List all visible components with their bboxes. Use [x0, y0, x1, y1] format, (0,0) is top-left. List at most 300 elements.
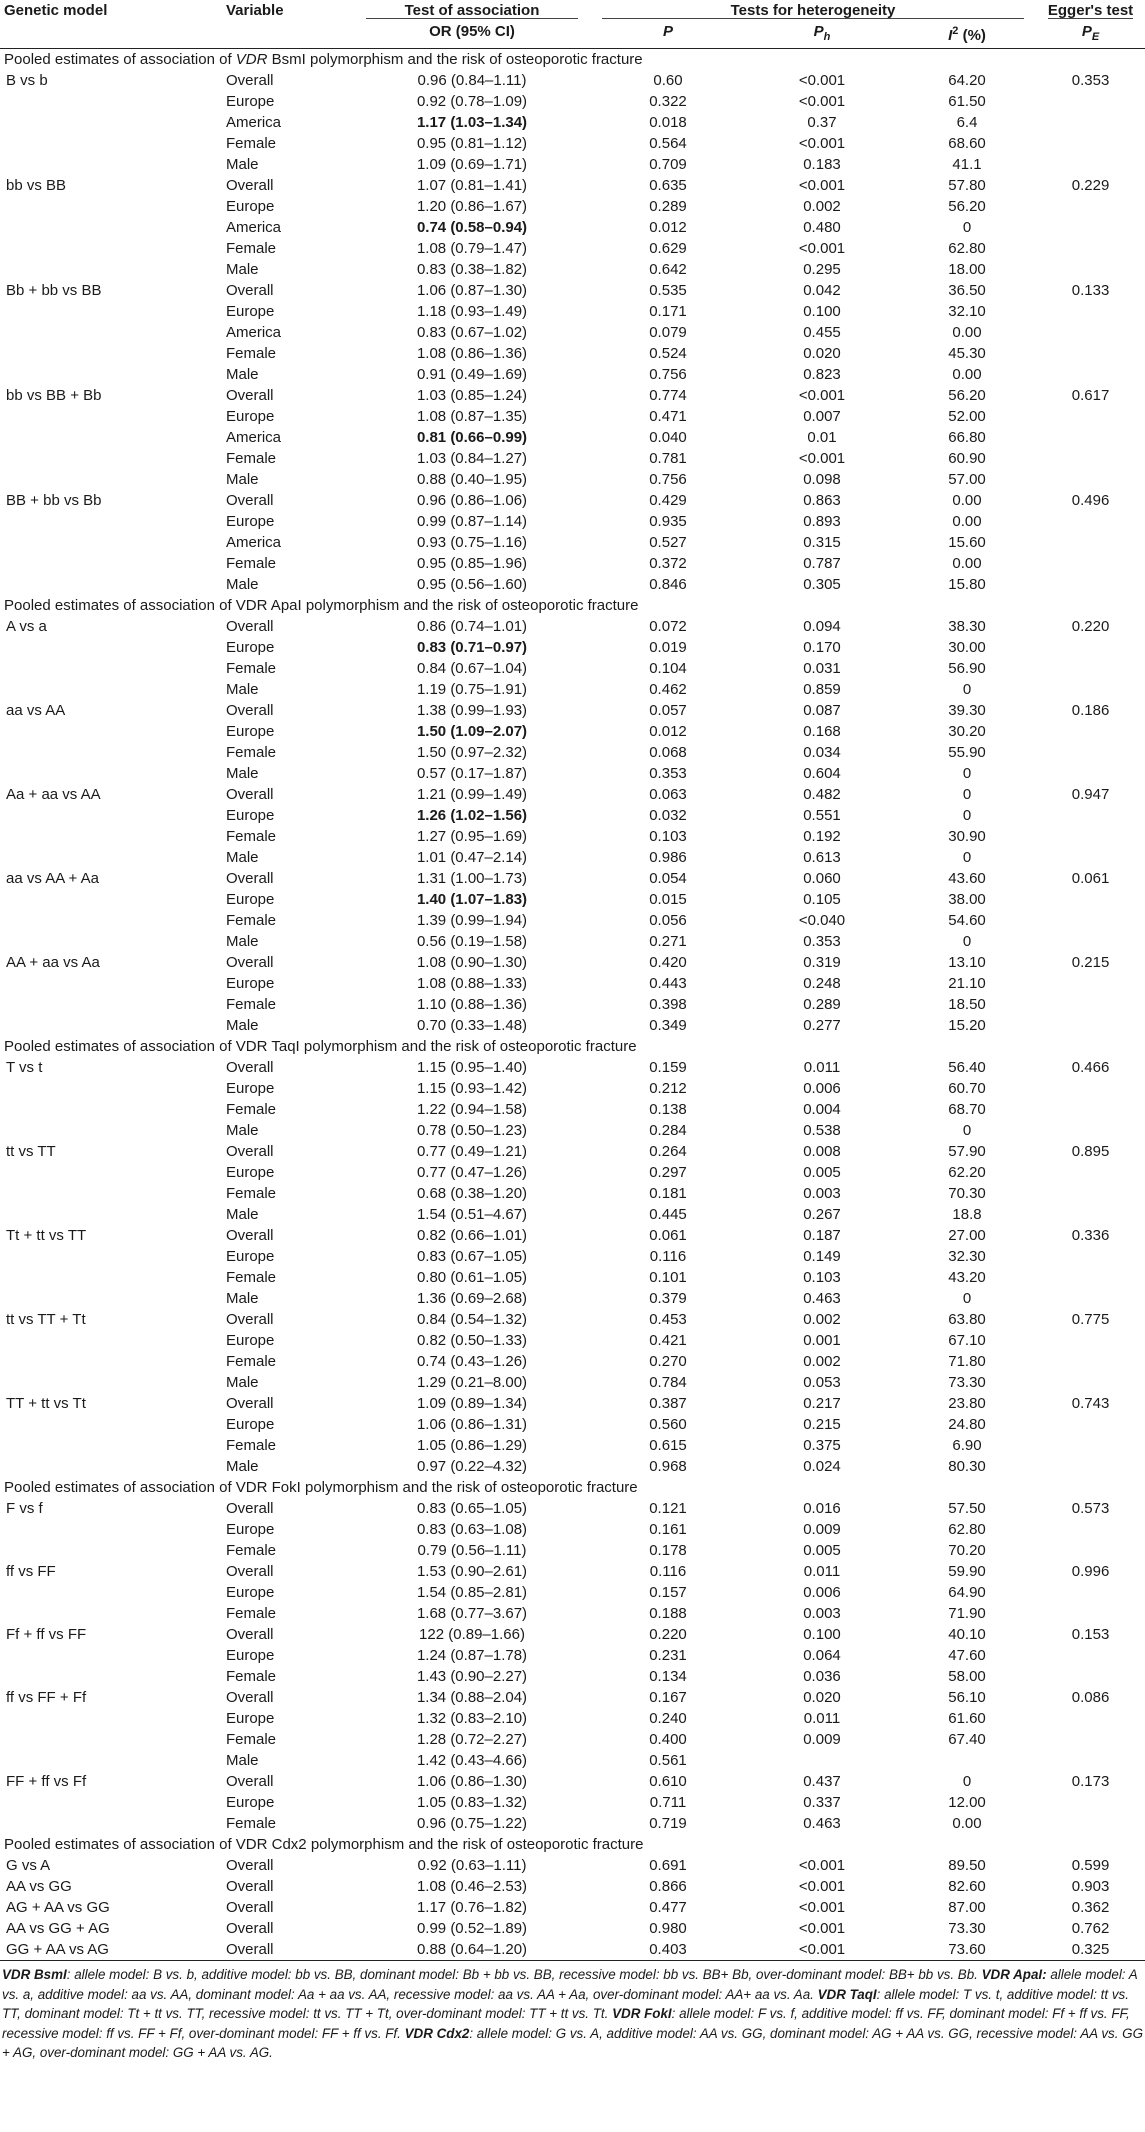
ph-cell: 0.020: [803, 345, 841, 362]
p-cell: 0.159: [649, 1059, 687, 1076]
genetic-model-cell: [0, 1645, 222, 1666]
variable-cell: Overall: [226, 1899, 274, 1916]
ph-cell: <0.001: [798, 1878, 846, 1895]
section-title: Pooled estimates of association of VDR Cdx2 polymorphism and the risk of osteoporotic fracture: [4, 1836, 644, 1853]
i2-cell: 30.20: [948, 723, 986, 740]
egger-cell: [1036, 1078, 1145, 1099]
variable-cell: Overall: [226, 72, 274, 89]
table-row: [0, 1939, 1145, 1960]
header-variable: Variable: [226, 2, 284, 19]
variable-cell: America: [226, 429, 282, 446]
i2-cell: 73.30: [948, 1920, 986, 1937]
variable-cell: Female: [226, 1269, 277, 1286]
variable-cell: Overall: [226, 1878, 274, 1895]
egger-cell: 0.086: [1071, 1689, 1110, 1706]
p-cell: 0.104: [649, 660, 687, 677]
table-row: [0, 1183, 1145, 1204]
egger-cell: [1036, 910, 1145, 931]
p-cell: 0.756: [649, 366, 687, 383]
p-cell: 0.181: [649, 1185, 687, 1202]
egger-cell: 0.599: [1071, 1857, 1110, 1874]
variable-cell: Overall: [226, 954, 274, 971]
egger-cell: 0.215: [1071, 954, 1110, 971]
p-cell: 0.372: [649, 555, 687, 572]
p-cell: 0.564: [649, 135, 687, 152]
footnote-label: VDR ApaI:: [981, 1967, 1047, 1982]
or-cell: 0.83 (0.65–1.05): [416, 1500, 528, 1517]
variable-cell: Overall: [226, 1059, 274, 1076]
table-row: [0, 1435, 1145, 1456]
genetic-model-cell: G vs A: [6, 1857, 51, 1874]
or-cell: 1.06 (0.87–1.30): [416, 282, 528, 299]
or-cell: 1.05 (0.86–1.29): [416, 1437, 528, 1454]
table-row: [0, 763, 1145, 784]
table-row: [0, 406, 1145, 427]
ph-cell: <0.001: [798, 1857, 846, 1874]
table-row: [0, 868, 1145, 889]
genetic-model-cell: [0, 238, 222, 259]
p-cell: 0.60: [653, 72, 683, 89]
table-row: [0, 616, 1145, 637]
egger-cell: [1036, 1792, 1145, 1813]
genetic-model-cell: [0, 1792, 222, 1813]
variable-cell: Male: [226, 471, 259, 488]
variable-cell: Overall: [226, 1395, 274, 1412]
variable-cell: Europe: [226, 1332, 275, 1349]
variable-cell: Overall: [226, 1920, 274, 1937]
i2-cell: 30.00: [948, 639, 986, 656]
variable-cell: Overall: [226, 1689, 274, 1706]
egger-cell: 0.466: [1071, 1059, 1110, 1076]
i2-cell: 0: [962, 933, 972, 950]
table-row: [0, 784, 1145, 805]
table-row: [0, 931, 1145, 952]
ph-cell: 0.003: [803, 1605, 841, 1622]
egger-cell: [1036, 994, 1145, 1015]
i2-cell: 56.20: [948, 198, 986, 215]
genetic-model-cell: [0, 889, 222, 910]
table-row: [0, 1687, 1145, 1708]
table-row: [0, 1351, 1145, 1372]
i2-cell: 71.90: [948, 1605, 986, 1622]
or-cell: 1.54 (0.85–2.81): [416, 1584, 528, 1601]
variable-cell: Europe: [226, 1521, 275, 1538]
table-row: [0, 469, 1145, 490]
genetic-model-cell: [0, 427, 222, 448]
variable-cell: Overall: [226, 1941, 274, 1958]
p-cell: 0.271: [649, 933, 687, 950]
i2-cell: 57.00: [948, 471, 986, 488]
p-cell: 0.635: [649, 177, 687, 194]
or-cell: 1.28 (0.72–2.27): [416, 1731, 528, 1748]
variable-cell: Overall: [226, 1143, 274, 1160]
genetic-model-cell: tt vs TT + Tt: [6, 1311, 86, 1328]
ph-cell: 0.289: [803, 996, 841, 1013]
genetic-model-cell: A vs a: [6, 618, 47, 635]
genetic-model-cell: GG + AA vs AG: [6, 1941, 109, 1958]
variable-cell: Overall: [226, 1563, 274, 1580]
p-cell: 0.284: [649, 1122, 687, 1139]
ph-cell: 0.064: [803, 1647, 841, 1664]
or-cell: 0.83 (0.71–0.97): [416, 639, 528, 656]
genetic-model-cell: Tt + tt vs TT: [6, 1227, 87, 1244]
ph-cell: 0.103: [803, 1269, 841, 1286]
ph-cell: 0.024: [803, 1458, 841, 1475]
p-cell: 0.711: [649, 1794, 687, 1811]
table-row: [0, 1729, 1145, 1750]
egger-cell: [1036, 469, 1145, 490]
p-cell: 0.167: [649, 1689, 687, 1706]
genetic-model-cell: [0, 763, 222, 784]
or-cell: 0.77 (0.49–1.21): [416, 1143, 528, 1160]
variable-cell: Male: [226, 1290, 259, 1307]
or-cell: 1.50 (1.09–2.07): [416, 723, 528, 740]
or-cell: 0.70 (0.33–1.48): [416, 1017, 528, 1034]
genetic-model-cell: [0, 301, 222, 322]
or-cell: 0.86 (0.74–1.01): [416, 618, 528, 635]
table-row: [0, 1918, 1145, 1939]
variable-cell: Europe: [226, 1710, 275, 1727]
table-row: [0, 1078, 1145, 1099]
ph-cell: 0.248: [803, 975, 841, 992]
table-row: [0, 427, 1145, 448]
or-cell: 0.95 (0.81–1.12): [416, 135, 528, 152]
genetic-model-cell: [0, 1750, 222, 1771]
or-cell: 0.80 (0.61–1.05): [416, 1269, 528, 1286]
egger-cell: [1036, 1645, 1145, 1666]
egger-cell: [1036, 112, 1145, 133]
egger-cell: 0.186: [1071, 702, 1110, 719]
or-cell: 1.53 (0.90–2.61): [416, 1563, 528, 1580]
p-cell: 0.012: [649, 219, 687, 236]
egger-cell: [1036, 742, 1145, 763]
ph-cell: 0.170: [803, 639, 841, 656]
egger-cell: [1036, 1708, 1145, 1729]
i2-cell: 62.20: [948, 1164, 986, 1181]
egger-cell: [1036, 889, 1145, 910]
genetic-model-cell: [0, 1435, 222, 1456]
i2-cell: 18.00: [948, 261, 986, 278]
variable-cell: Europe: [226, 1416, 275, 1433]
i2-cell: 87.00: [948, 1899, 986, 1916]
i2-cell: 32.30: [948, 1248, 986, 1265]
header-test-of-association: Test of association: [354, 0, 590, 21]
table-row: [0, 1330, 1145, 1351]
genetic-model-cell: [0, 1204, 222, 1225]
or-cell: 0.99 (0.52–1.89): [416, 1920, 528, 1937]
egger-cell: [1036, 1540, 1145, 1561]
i2-cell: 0: [962, 765, 972, 782]
ph-cell: <0.001: [798, 135, 846, 152]
ph-cell: <0.001: [798, 72, 846, 89]
table-row: [0, 175, 1145, 196]
table-row: [0, 1750, 1145, 1771]
genetic-model-cell: AA vs GG + AG: [6, 1920, 110, 1937]
i2-cell: 62.80: [948, 1521, 986, 1538]
header-tests-for-heterogeneity: Tests for heterogeneity: [590, 0, 1036, 21]
table-row: [0, 658, 1145, 679]
egger-cell: 0.325: [1071, 1941, 1110, 1958]
variable-cell: Overall: [226, 1227, 274, 1244]
egger-cell: [1036, 931, 1145, 952]
variable-cell: Europe: [226, 639, 275, 656]
ph-cell: 0.001: [803, 1332, 841, 1349]
i2-cell: 41.1: [952, 156, 982, 173]
i2-cell: 0: [962, 1290, 972, 1307]
egger-cell: [1036, 1414, 1145, 1435]
ph-cell: 0.087: [803, 702, 841, 719]
variable-cell: Female: [226, 345, 277, 362]
footnote-label: VDR TaqI: [817, 1986, 877, 2002]
or-cell: 0.74 (0.58–0.94): [416, 219, 528, 236]
egger-cell: [1036, 826, 1145, 847]
i2-cell: 30.90: [948, 828, 986, 845]
genetic-model-cell: [0, 679, 222, 700]
p-cell: 0.079: [649, 324, 687, 341]
or-cell: 1.15 (0.93–1.42): [416, 1080, 528, 1097]
ph-cell: <0.001: [798, 93, 846, 110]
or-cell: 0.96 (0.84–1.11): [417, 72, 527, 89]
or-cell: 1.24 (0.87–1.78): [416, 1647, 528, 1664]
p-cell: 0.691: [649, 1857, 687, 1874]
table-row: [0, 154, 1145, 175]
egger-cell: 0.061: [1071, 870, 1110, 887]
or-cell: 0.78 (0.50–1.23): [416, 1122, 528, 1139]
genetic-model-cell: [0, 406, 222, 427]
p-cell: 0.116: [649, 1563, 687, 1580]
or-cell: 0.88 (0.64–1.20): [416, 1941, 528, 1958]
or-cell: 1.08 (0.87–1.35): [416, 408, 528, 425]
p-cell: 0.220: [649, 1626, 687, 1643]
variable-cell: Female: [226, 912, 277, 929]
variable-cell: Europe: [226, 408, 275, 425]
table-row: [0, 490, 1145, 511]
or-cell: 0.82 (0.50–1.33): [416, 1332, 528, 1349]
table-row: [0, 700, 1145, 721]
ph-cell: 0.105: [803, 891, 841, 908]
or-cell: 1.68 (0.77–3.67): [416, 1605, 528, 1622]
ph-cell: 0.319: [803, 954, 841, 971]
header-row-1: [0, 0, 1145, 21]
or-cell: 0.68 (0.38–1.20): [416, 1185, 528, 1202]
p-cell: 0.231: [649, 1647, 687, 1664]
egger-cell: 0.775: [1071, 1311, 1110, 1328]
egger-cell: [1036, 511, 1145, 532]
p-cell: 0.709: [649, 156, 687, 173]
ph-cell: 0.004: [803, 1101, 841, 1118]
p-cell: 0.781: [649, 450, 687, 467]
genetic-model-cell: [0, 574, 222, 595]
ph-cell: 0.098: [803, 471, 841, 488]
i2-cell: 15.60: [948, 534, 986, 551]
i2-cell: 0.00: [952, 513, 982, 530]
table-row: [0, 1057, 1145, 1078]
table-row: [0, 1225, 1145, 1246]
p-cell: 0.138: [649, 1101, 687, 1118]
ph-cell: 0.042: [803, 282, 841, 299]
or-cell: 0.93 (0.75–1.16): [416, 534, 528, 551]
or-cell: 1.21 (0.99–1.49): [416, 786, 528, 803]
ph-cell: 0.267: [803, 1206, 841, 1223]
egger-cell: [1036, 763, 1145, 784]
genetic-model-cell: [0, 1414, 222, 1435]
variable-cell: America: [226, 534, 282, 551]
p-cell: 0.297: [649, 1164, 687, 1181]
genetic-model-cell: ff vs FF: [6, 1563, 56, 1580]
p-cell: 0.012: [649, 723, 687, 740]
genetic-model-cell: [0, 322, 222, 343]
ph-cell: 0.006: [803, 1584, 841, 1601]
table-row: [0, 1813, 1145, 1834]
ph-cell: 0.002: [803, 1353, 841, 1370]
variable-cell: Male: [226, 156, 259, 173]
i2-cell: 73.30: [948, 1374, 986, 1391]
table-row: [0, 721, 1145, 742]
variable-cell: Europe: [226, 891, 275, 908]
p-cell: 0.398: [649, 996, 687, 1013]
table-row: [0, 1582, 1145, 1603]
ph-cell: <0.001: [798, 1920, 846, 1937]
ph-cell: 0.37: [807, 114, 837, 131]
table-row: [0, 1897, 1145, 1918]
i2-cell: 40.10: [948, 1626, 986, 1643]
ph-cell: 0.823: [803, 366, 841, 383]
header-p: P: [590, 21, 746, 49]
variable-cell: Europe: [226, 975, 275, 992]
genetic-model-cell: T vs t: [6, 1059, 43, 1076]
table-row: [0, 91, 1145, 112]
ph-cell: 0.215: [803, 1416, 841, 1433]
i2-cell: 64.90: [948, 1584, 986, 1601]
p-cell: 0.784: [649, 1374, 687, 1391]
p-cell: 0.986: [649, 849, 687, 866]
p-cell: 0.561: [649, 1752, 687, 1769]
genetic-model-cell: [0, 1015, 222, 1036]
p-cell: 0.866: [649, 1878, 687, 1895]
table-row: [0, 1519, 1145, 1540]
i2-cell: 0: [962, 1122, 972, 1139]
variable-cell: Male: [226, 1122, 259, 1139]
egger-cell: [1036, 1729, 1145, 1750]
ph-cell: 0.094: [803, 618, 841, 635]
genetic-model-cell: [0, 511, 222, 532]
p-cell: 0.015: [649, 891, 687, 908]
i2-cell: 70.30: [948, 1185, 986, 1202]
p-cell: 0.264: [649, 1143, 687, 1160]
ph-cell: 0.192: [803, 828, 841, 845]
p-cell: 0.642: [649, 261, 687, 278]
variable-cell: Male: [226, 1206, 259, 1223]
egger-cell: [1036, 1162, 1145, 1183]
table-row: [0, 1141, 1145, 1162]
footnote-label: VDR Cdx2: [404, 2025, 470, 2041]
or-cell: 1.39 (0.99–1.94): [416, 912, 528, 929]
variable-cell: Male: [226, 849, 259, 866]
section-row: [0, 1477, 1145, 1498]
genetic-model-cell: BB + bb vs Bb: [6, 492, 102, 509]
variable-cell: Female: [226, 240, 277, 257]
or-cell: 1.03 (0.85–1.24): [416, 387, 528, 404]
ph-cell: 0.375: [803, 1437, 841, 1454]
p-cell: 0.610: [649, 1773, 687, 1790]
or-cell: 1.42 (0.43–4.66): [416, 1752, 528, 1769]
or-cell: 1.07 (0.81–1.41): [416, 177, 528, 194]
i2-cell: 15.80: [948, 576, 986, 593]
or-cell: 0.83 (0.63–1.08): [416, 1521, 528, 1538]
genetic-model-cell: [0, 217, 222, 238]
variable-cell: Female: [226, 1542, 277, 1559]
ph-cell: 0.277: [803, 1017, 841, 1034]
i2-cell: 0.00: [952, 492, 982, 509]
ph-cell: 0.053: [803, 1374, 841, 1391]
table-row: [0, 112, 1145, 133]
variable-cell: Male: [226, 261, 259, 278]
or-cell: 1.18 (0.93–1.49): [416, 303, 528, 320]
section-title: Pooled estimates of association of VDR BsmI polymorphism and the risk of osteoporotic fracture: [4, 51, 643, 68]
ph-cell: 0.217: [803, 1395, 841, 1412]
table-row: [0, 532, 1145, 553]
or-cell: 1.08 (0.88–1.33): [416, 975, 528, 992]
or-cell: 1.26 (1.02–1.56): [416, 807, 528, 824]
p-cell: 0.980: [649, 1920, 687, 1937]
genetic-model-cell: aa vs AA + Aa: [6, 870, 99, 887]
table-row: [0, 742, 1145, 763]
or-cell: 1.03 (0.84–1.27): [416, 450, 528, 467]
table-row: [0, 910, 1145, 931]
genetic-model-cell: bb vs BB: [6, 177, 67, 194]
i2-cell: 89.50: [948, 1857, 986, 1874]
egger-cell: 0.895: [1071, 1143, 1110, 1160]
genetic-model-cell: [0, 994, 222, 1015]
genetic-model-cell: [0, 343, 222, 364]
variable-cell: Overall: [226, 492, 274, 509]
table-row: [0, 238, 1145, 259]
p-cell: 0.400: [649, 1731, 687, 1748]
i2-cell: 38.30: [948, 618, 986, 635]
variable-cell: Europe: [226, 1647, 275, 1664]
genetic-model-cell: TT + tt vs Tt: [6, 1395, 86, 1412]
ph-cell: 0.002: [803, 1311, 841, 1328]
egger-cell: [1036, 973, 1145, 994]
or-cell: 1.06 (0.86–1.30): [416, 1773, 528, 1790]
ph-cell: 0.295: [803, 261, 841, 278]
footnote: [0, 1960, 1145, 2063]
table-row: [0, 1645, 1145, 1666]
p-cell: 0.403: [649, 1941, 687, 1958]
ph-cell: <0.001: [798, 240, 846, 257]
genetic-model-cell: [0, 133, 222, 154]
table-row: [0, 1204, 1145, 1225]
i2-cell: 56.90: [948, 660, 986, 677]
variable-cell: Male: [226, 366, 259, 383]
table-row: [0, 994, 1145, 1015]
table-row: [0, 280, 1145, 301]
ph-cell: 0.787: [803, 555, 841, 572]
variable-cell: Europe: [226, 1794, 275, 1811]
i2-cell: 0: [962, 807, 972, 824]
variable-cell: Europe: [226, 1164, 275, 1181]
or-cell: 0.56 (0.19–1.58): [416, 933, 528, 950]
ph-cell: 0.006: [803, 1080, 841, 1097]
ph-cell: <0.040: [798, 912, 846, 929]
i2-cell: 15.20: [948, 1017, 986, 1034]
variable-cell: Male: [226, 933, 259, 950]
p-cell: 0.443: [649, 975, 687, 992]
genetic-model-cell: AA + aa vs Aa: [6, 954, 100, 971]
genetic-model-cell: Ff + ff vs FF: [6, 1626, 87, 1643]
variable-cell: Male: [226, 681, 259, 698]
i2-cell: 23.80: [948, 1395, 986, 1412]
